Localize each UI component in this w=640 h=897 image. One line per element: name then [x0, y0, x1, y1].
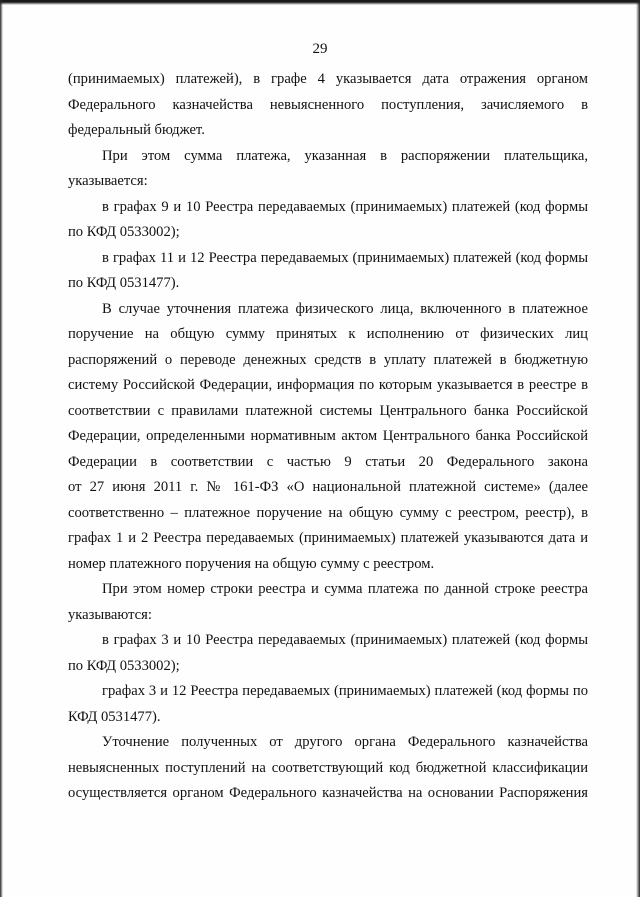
- text-line: (принимаемых) платежей), в графе 4 указывается дата отражения органом: [68, 71, 588, 87]
- text-line: графах 1 и 2 Реестра передаваемых (принимаемых) платежей указываются дата и: [68, 530, 588, 546]
- text-line: федеральный бюджет.: [68, 122, 205, 138]
- text-line: Федерального казначейства невыясненного поступления, зачисляемого в: [68, 96, 588, 113]
- text-line: соответствии с правилами платежной системы Центрального банка Российской: [68, 402, 588, 419]
- scan-edge-left: [0, 0, 3, 897]
- text-line: систему Российской Федерации, информация по которым указывается в реестре в: [68, 377, 588, 393]
- page-number: 29: [312, 41, 328, 57]
- text-line: от 27 июня 2011 г. № 161-ФЗ «О национальной платежной системе» (далее: [68, 479, 588, 495]
- text-line: указывается:: [68, 173, 148, 189]
- scan-edge-right: [636, 0, 640, 897]
- text-line: по КФД 0533002);: [68, 657, 180, 674]
- text-line: невыясненных поступлений на соответствующий код бюджетной классификации: [68, 759, 588, 776]
- text-line: КФД 0531477).: [68, 708, 161, 725]
- text-line: осуществляется органом Федерального казначейства на основании Распоряжения: [68, 785, 588, 801]
- text-line: в графах 3 и 10 Реестра передаваемых (принимаемых) платежей (код формы: [102, 632, 588, 648]
- text-line: При этом сумма платежа, указанная в распоряжении плательщика,: [102, 147, 588, 164]
- text-line: указываются:: [68, 606, 152, 623]
- text-line: в графах 11 и 12 Реестра передаваемых (принимаемых) платежей (код формы: [102, 249, 588, 266]
- text-line: по КФД 0531477).: [68, 275, 180, 291]
- text-line: соответственно – платежное поручение на общую сумму с реестром, реестр), в: [68, 504, 588, 521]
- text-line: Федерации, определенными нормативным актом Центрального банка Российской: [68, 428, 588, 444]
- text-line: поручение на общую сумму принятых к исполнению от физических лиц: [68, 326, 588, 342]
- text-line: графах 3 и 12 Реестра передаваемых (принимаемых) платежей (код формы по: [102, 683, 588, 699]
- text-line: В случае уточнения платежа физического лица, включенного в платежное: [102, 300, 588, 317]
- text-line: При этом номер строки реестра и сумма платежа по данной строке реестра: [102, 581, 588, 597]
- text-line: Уточнение полученных от другого органа Федерального казначейства: [102, 734, 588, 750]
- text-line: номер платежного поручения на общую сумму с реестром.: [68, 555, 435, 572]
- text-line: распоряжений о переводе денежных средств в уплату платежей в бюджетную: [68, 351, 588, 368]
- text-line: в графах 9 и 10 Реестра передаваемых (принимаемых) платежей (код формы: [102, 198, 588, 215]
- document-body: [68, 67, 588, 807]
- scan-edge-top: [0, 0, 640, 5]
- text-line: по КФД 0533002);: [68, 224, 180, 240]
- text-line: Федерации в соответствии с частью 9 статьи 20 Федерального закона: [68, 453, 588, 470]
